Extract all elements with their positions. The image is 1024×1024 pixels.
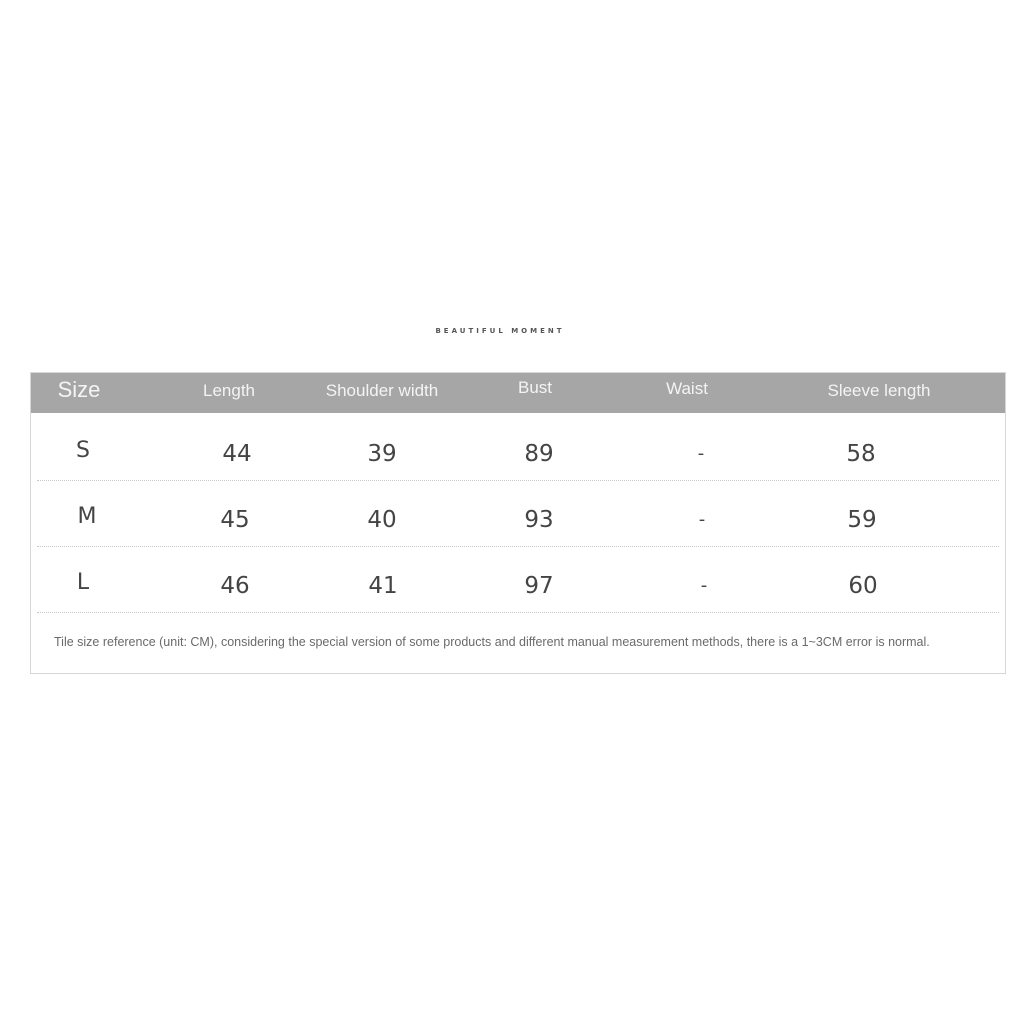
table-header-row <box>31 373 1005 413</box>
cell-shoulder-width: 40 <box>367 507 397 533</box>
header-waist: Waist <box>666 379 708 398</box>
cell-waist: - <box>697 443 705 464</box>
cell-shoulder-width: 41 <box>368 573 398 599</box>
cell-length: 44 <box>222 441 252 467</box>
cell-length: 46 <box>220 573 250 599</box>
cell-size: L <box>76 570 90 595</box>
cell-waist: - <box>700 575 708 596</box>
table-row <box>31 415 1005 481</box>
cell-bust: 97 <box>524 573 554 599</box>
cell-size: S <box>76 438 90 463</box>
cell-sleeve-length: 59 <box>847 507 877 533</box>
cell-length: 45 <box>220 507 250 533</box>
header-shoulder-width: Shoulder width <box>325 381 439 400</box>
cell-bust: 89 <box>524 441 554 467</box>
cell-sleeve-length: 58 <box>846 441 876 467</box>
header-size: Size <box>57 377 101 402</box>
cell-size: M <box>77 504 97 529</box>
table-row <box>31 481 1005 547</box>
measurement-footnote: Tile size reference (unit: CM), considering the special version of some products and different manual measurement methods, there is a 1~3CM error is normal. <box>54 635 930 649</box>
cell-waist: - <box>698 509 706 530</box>
cell-bust: 93 <box>524 507 554 533</box>
table-row <box>31 547 1005 613</box>
cell-sleeve-length: 60 <box>848 573 878 599</box>
brand-logo-text: BEAUTIFUL MOMENT <box>435 327 565 335</box>
header-bust: Bust <box>517 378 553 397</box>
cell-shoulder-width: 39 <box>367 441 397 467</box>
brand-logo <box>0 320 1024 340</box>
size-chart-table <box>30 372 1006 674</box>
header-sleeve-length: Sleeve length <box>827 381 931 400</box>
header-length: Length <box>203 381 255 400</box>
